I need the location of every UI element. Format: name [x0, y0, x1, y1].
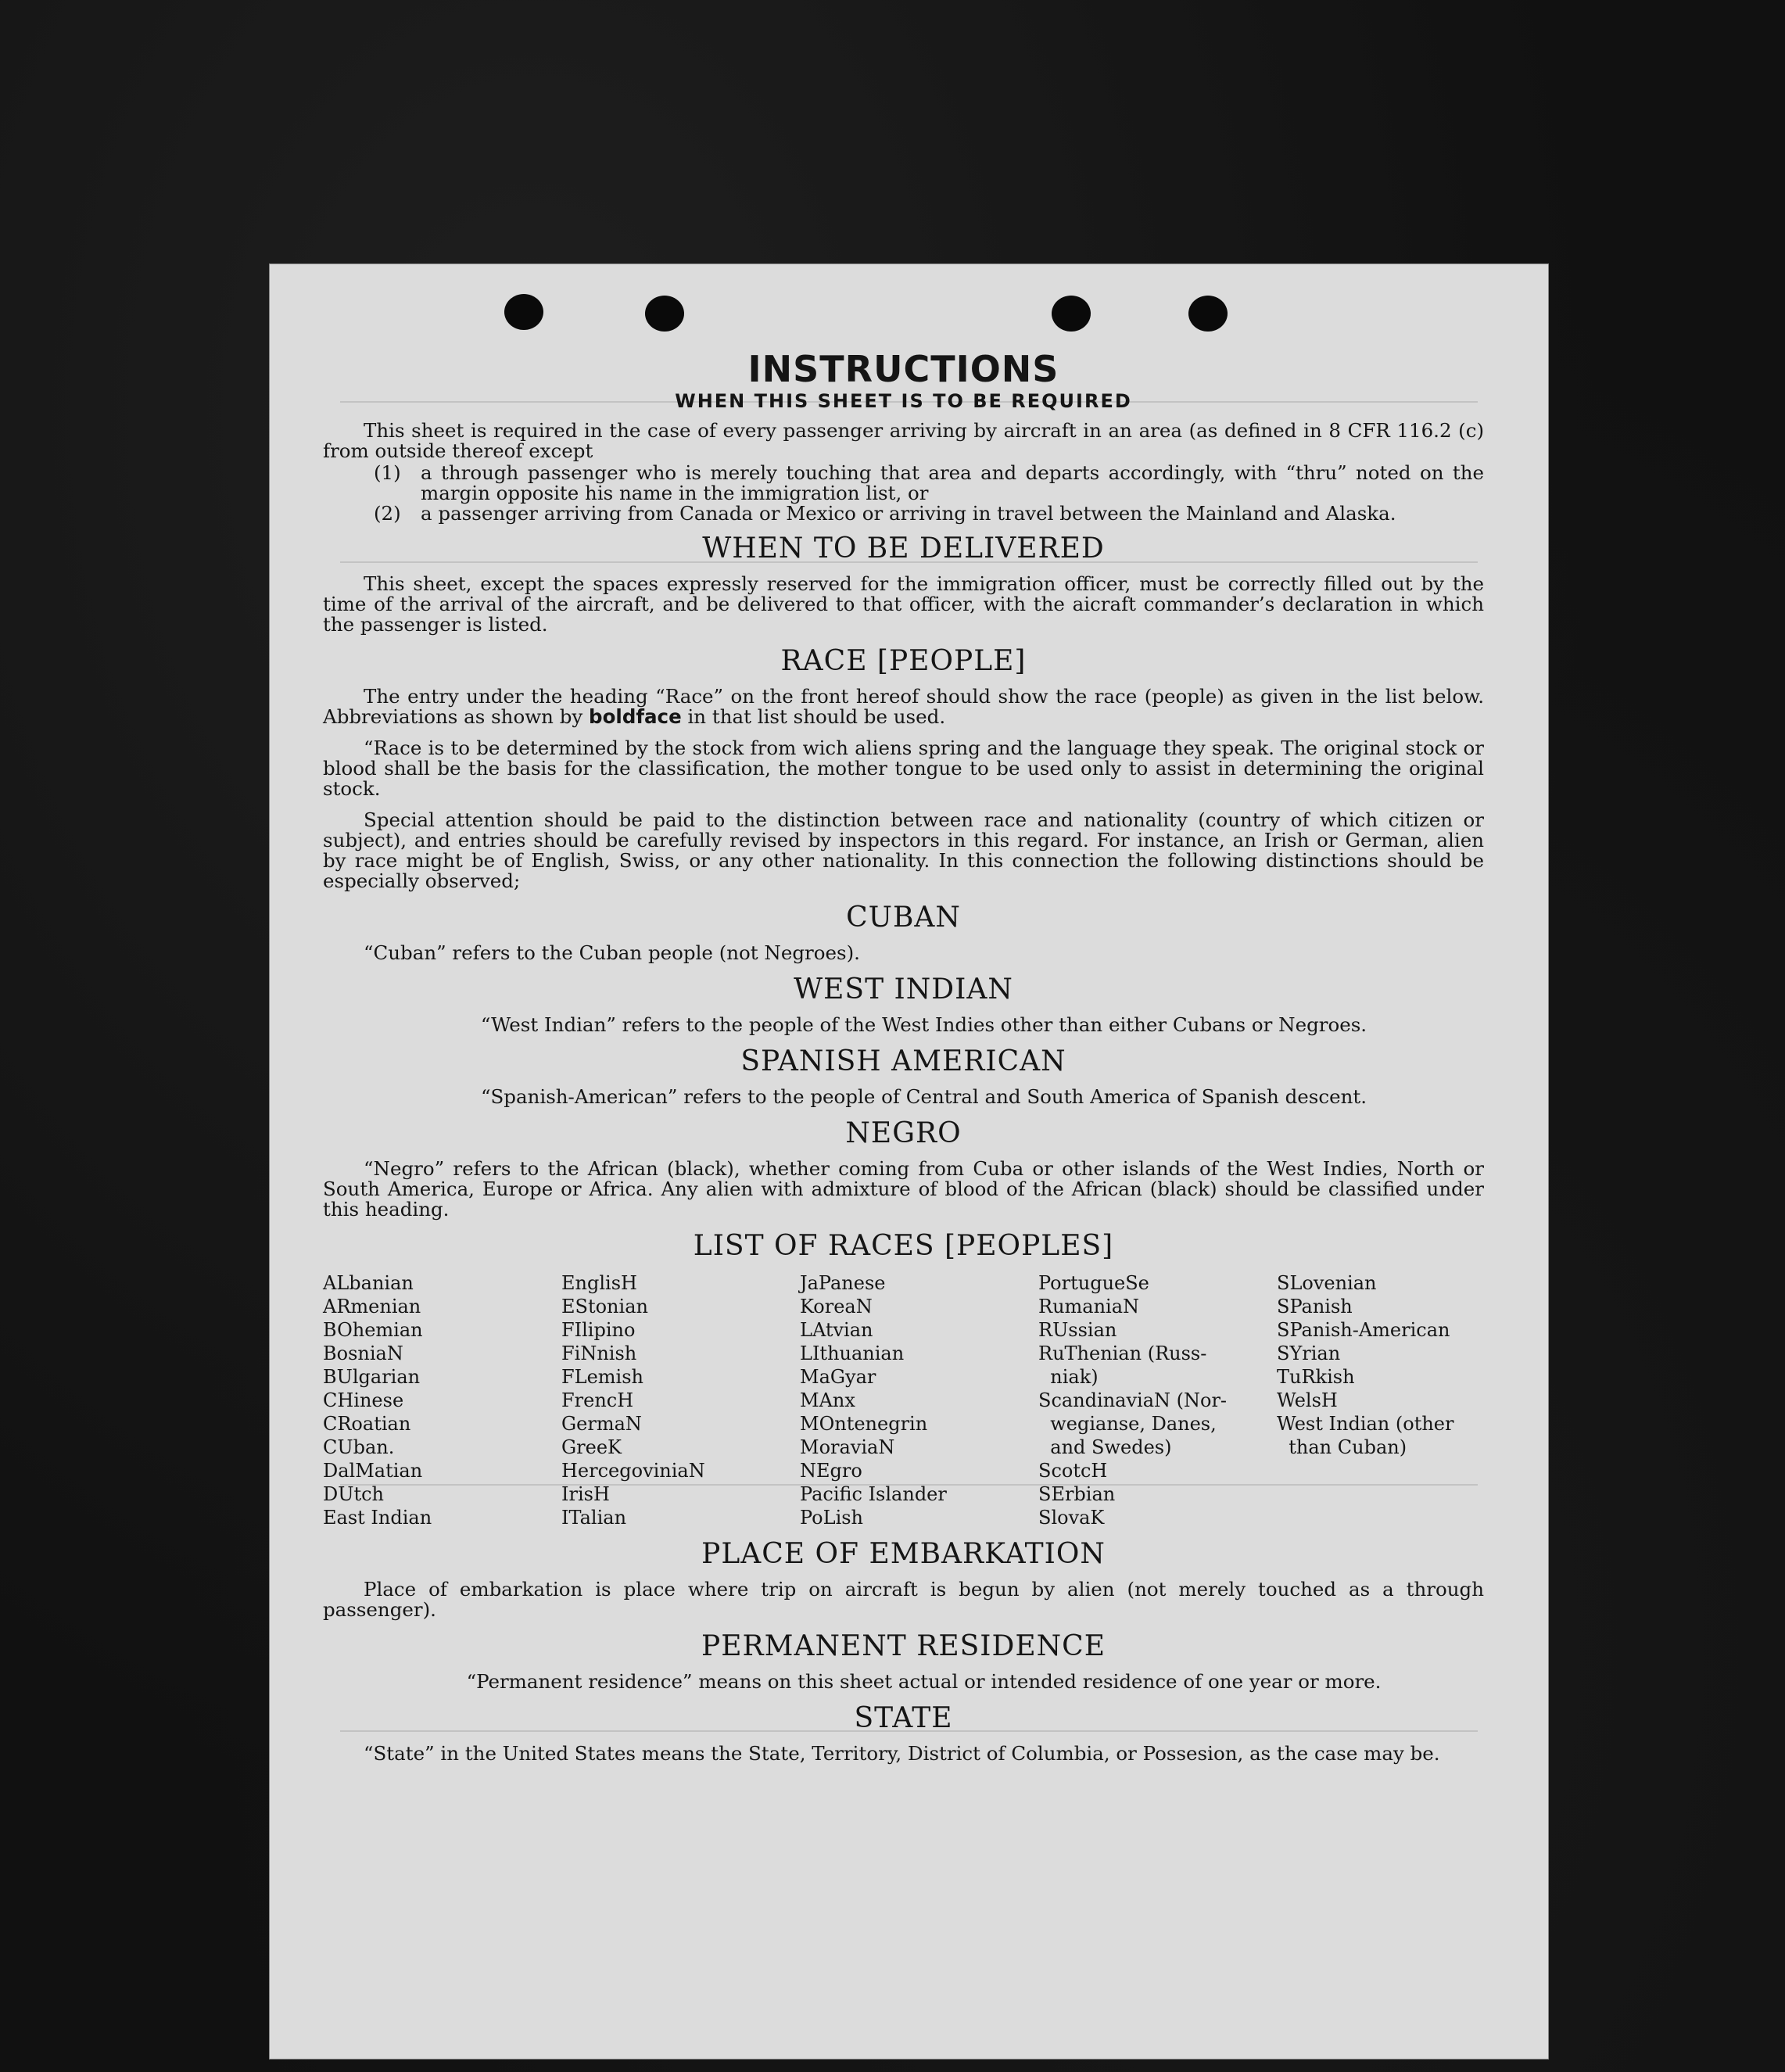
section-text: “Race is to be determined by the stock from wich aliens spring and the language they speak. The original stock or blood shall be the basis for the classification, the mother tongue to be used only to assist in determining the original stock. [323, 737, 1484, 800]
race-entry: SPanish-American [1277, 1319, 1450, 1341]
race-entry: BosniaN [323, 1342, 403, 1364]
race-entry: HercegoviniaN [561, 1460, 705, 1482]
race-entry: FiNnish [561, 1342, 637, 1364]
section-heading: WEST INDIAN [794, 973, 1013, 1006]
race-entry: IrisH [561, 1483, 610, 1505]
race-entry: RumaniaN [1038, 1296, 1140, 1317]
section-heading: CUBAN [846, 902, 961, 934]
race-entry: niak) [1038, 1366, 1099, 1388]
race-entry: ITalian [561, 1507, 627, 1529]
section-text: This sheet, except the spaces expressly reserved for the immigration officer, must be correctly filled out by the time of the arrival of the aircraft, and be delivered to that officer, with the aicraft commander’s declaration in which the passenger is listed. [323, 572, 1484, 636]
race-entry: ScotcH [1038, 1460, 1108, 1482]
race-entry: GermaN [561, 1413, 642, 1435]
race-entry: DUtch [323, 1483, 385, 1505]
race-entry: EStonian [561, 1296, 648, 1317]
exception-item: (1) a through passenger who is merely touching that area and departs accordingly, with “thru” noted on the margin opposite his name in the immigration list, or [374, 461, 1484, 504]
race-entry: ARmenian [323, 1296, 421, 1317]
race-entry: RUssian [1038, 1319, 1117, 1341]
race-entry: RuThenian (Russ- [1038, 1342, 1207, 1364]
section-text: “West Indian” refers to the people of the West Indies other than either Cubans or Negroes. [480, 1013, 1367, 1036]
race-entry: SYrian [1277, 1342, 1341, 1364]
race-entry: ScandinaviaN (Nor- [1038, 1389, 1228, 1411]
race-entry: FLemish [561, 1366, 643, 1388]
race-entry: West Indian (other [1277, 1413, 1454, 1435]
section-text: “Permanent residence” means on this sheet actual or intended residence of one year or more. [466, 1670, 1382, 1693]
race-entry: East Indian [323, 1507, 432, 1529]
races-column [323, 1271, 561, 1529]
race-entry: NEgro [800, 1460, 862, 1482]
section-heading: STATE [854, 1702, 953, 1734]
intro-paragraph: This sheet is required in the case of every passenger arriving by aircraft in an area (as defined in 8 CFR 116.2 (c) from outside thereof except [323, 419, 1484, 462]
race-entry: FIlipino [561, 1319, 636, 1341]
punch-hole [1188, 296, 1228, 332]
race-entry: PoLish [800, 1507, 864, 1529]
race-entry: than Cuban) [1277, 1436, 1407, 1458]
race-entry: and Swedes) [1038, 1436, 1172, 1458]
section-text: Special attention should be paid to the distinction between race and nationality (country of which citizen or subject), and entries should be carefully revised by inspectors in this regard. For instance, an Irish or German, alien by race might be of English, Swiss, or any other nationality. In this connection the following distinctions should be especially observed; [323, 808, 1484, 892]
race-entry: FrencH [561, 1389, 634, 1411]
exception-item: (2) a passenger arriving from Canada or Mexico or arriving in travel between the Mainland and Alaska. [374, 502, 1396, 525]
race-entry: SlovaK [1038, 1507, 1105, 1529]
race-entry: EnglisH [561, 1272, 637, 1294]
race-entry: CRoatian [323, 1413, 411, 1435]
punch-hole [645, 296, 684, 332]
race-entry: LIthuanian [800, 1342, 905, 1364]
section-heading: SPANISH AMERICAN [740, 1045, 1066, 1077]
races-column [1038, 1271, 1277, 1529]
instruction-sheet [270, 264, 1548, 2059]
section-text: “Cuban” refers to the Cuban people (not Negroes). [364, 941, 860, 964]
punch-hole [1052, 296, 1091, 332]
races-column [1277, 1271, 1504, 1529]
race-entry: WelsH [1277, 1389, 1338, 1411]
page-title: INSTRUCTIONS [747, 348, 1059, 390]
race-entry: MaGyar [800, 1366, 876, 1388]
race-entry: LAtvian [800, 1319, 873, 1341]
race-entry: BOhemian [323, 1319, 423, 1341]
races-list [323, 1271, 1484, 1529]
race-entry: CHinese [323, 1389, 404, 1411]
race-entry: SErbian [1038, 1483, 1116, 1505]
section-text: “Spanish-American” refers to the people of Central and South America of Spanish descent. [480, 1085, 1367, 1108]
race-entry: SPanish [1277, 1296, 1353, 1317]
races-column [561, 1271, 800, 1529]
section-heading: RACE [PEOPLE] [780, 645, 1027, 677]
race-entry: SLovenian [1277, 1272, 1377, 1294]
race-entry: MAnx [800, 1389, 855, 1411]
section-text: Place of embarkation is place where trip on aircraft is begun by alien (not merely touched as a through passenger). [323, 1578, 1484, 1621]
race-entry: DalMatian [323, 1460, 423, 1482]
race-entry: ALbanian [323, 1272, 414, 1294]
race-entry: MOntenegrin [800, 1413, 928, 1435]
races-column [800, 1271, 1038, 1529]
race-entry: CUban. [323, 1436, 395, 1458]
race-entry: Pacific Islander [800, 1483, 947, 1505]
section-heading: NEGRO [845, 1117, 962, 1149]
punch-hole [504, 294, 543, 330]
section-text: “Negro” refers to the African (black), whether coming from Cuba or other islands of the West Indies, North or South America, Europe or Africa. Any alien with admixture of blood of the African (black) should be classified under this heading. [323, 1157, 1484, 1221]
race-entry: KoreaN [800, 1296, 873, 1317]
race-entry: MoraviaN [800, 1436, 895, 1458]
section-text: The entry under the heading “Race” on the front hereof should show the race (people) as given in the list below. Abbreviations as shown by boldface in that list should be used. [323, 685, 1484, 728]
page-subtitle: WHEN THIS SHEET IS TO BE REQUIRED [675, 390, 1132, 412]
section-text: “State” in the United States means the State, Territory, District of Columbia, or Possesion, as the case may be. [364, 1742, 1440, 1765]
section-heading: PERMANENT RESIDENCE [701, 1630, 1106, 1662]
section-heading: PLACE OF EMBARKATION [701, 1538, 1106, 1570]
race-entry: JaPanese [800, 1272, 886, 1294]
race-entry: wegianse, Danes, [1038, 1413, 1217, 1435]
race-entry: PortugueSe [1038, 1272, 1149, 1294]
section-heading: WHEN TO BE DELIVERED [702, 532, 1105, 565]
race-entry: GreeK [561, 1436, 622, 1458]
section-heading: LIST OF RACES [PEOPLES] [693, 1230, 1114, 1262]
race-entry: TuRkish [1277, 1366, 1355, 1388]
document-body [323, 350, 1484, 1775]
race-entry: BUlgarian [323, 1366, 421, 1388]
